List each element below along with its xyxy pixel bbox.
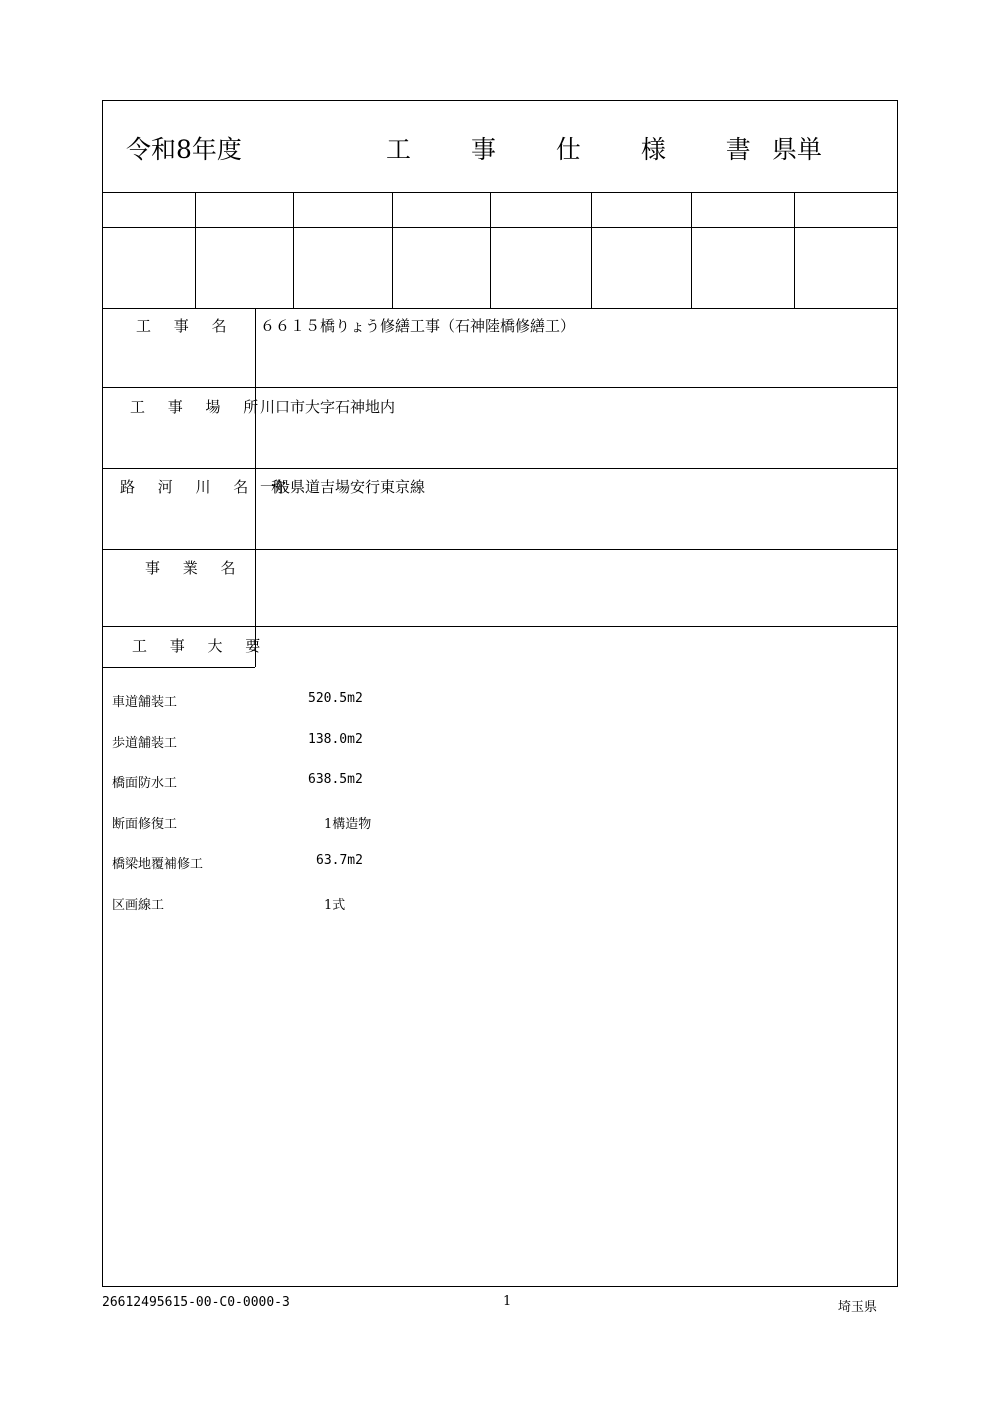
outline-item-qty: 1構造物 bbox=[324, 817, 372, 832]
row-divider bbox=[102, 468, 898, 469]
stamp-bottom-divider bbox=[102, 308, 898, 309]
project-name-value: ６６１５橋りょう修繕工事（石神陸橋修繕工） bbox=[260, 317, 576, 335]
outline-item-qty: 63.7m2 bbox=[316, 853, 363, 868]
outline-label: 工 事 大 要 bbox=[132, 637, 270, 655]
stamp-column-divider bbox=[293, 192, 294, 308]
issuer: 埼玉県 bbox=[838, 1300, 878, 1315]
stamp-header-divider bbox=[102, 227, 898, 228]
stamp-column-divider bbox=[794, 192, 795, 308]
stamp-column-divider bbox=[392, 192, 393, 308]
outline-item-name: 橋面防水工 bbox=[112, 776, 178, 791]
stamp-column-divider bbox=[490, 192, 491, 308]
outline-item-name: 橋梁地覆補修工 bbox=[112, 857, 204, 872]
location-value: 川口市大字石神地内 bbox=[260, 398, 396, 416]
program-label: 事 業 名 bbox=[145, 559, 245, 577]
row-divider bbox=[102, 387, 898, 388]
outline-item-qty: 138.0m2 bbox=[308, 732, 363, 747]
outline-label-bottom bbox=[102, 667, 255, 668]
page-number: 1 bbox=[503, 1294, 512, 1309]
outline-item-name: 断面修復工 bbox=[112, 817, 178, 832]
outline-item-qty: 520.5m2 bbox=[308, 691, 363, 706]
route-value: 一般県道吉場安行東京線 bbox=[260, 478, 426, 496]
outline-item-name: 車道舗装工 bbox=[112, 695, 178, 710]
outline-item-name: 区画線工 bbox=[112, 898, 165, 913]
stamp-column-divider bbox=[195, 192, 196, 308]
stamp-column-divider bbox=[691, 192, 692, 308]
document-code: 26612495615-00-C0-0000-3 bbox=[102, 1295, 290, 1310]
route-label: 路 河 川 名 称 bbox=[120, 478, 296, 496]
document-frame bbox=[102, 100, 898, 1287]
outline-item-qty: 638.5m2 bbox=[308, 772, 363, 787]
stamp-column-divider bbox=[591, 192, 592, 308]
outline-item-name: 歩道舗装工 bbox=[112, 736, 178, 751]
project-name-label: 工 事 名 bbox=[136, 317, 236, 335]
document-title: 工 事 仕 様 書 bbox=[386, 135, 777, 164]
budget-type: 県単 bbox=[772, 135, 823, 164]
row-divider bbox=[102, 549, 898, 550]
location-label: 工 事 場 所 bbox=[130, 398, 268, 416]
fiscal-year: 令和8年度 bbox=[126, 135, 242, 164]
row-divider bbox=[102, 626, 898, 627]
title-divider bbox=[102, 192, 898, 193]
outline-item-qty: 1式 bbox=[324, 898, 346, 913]
